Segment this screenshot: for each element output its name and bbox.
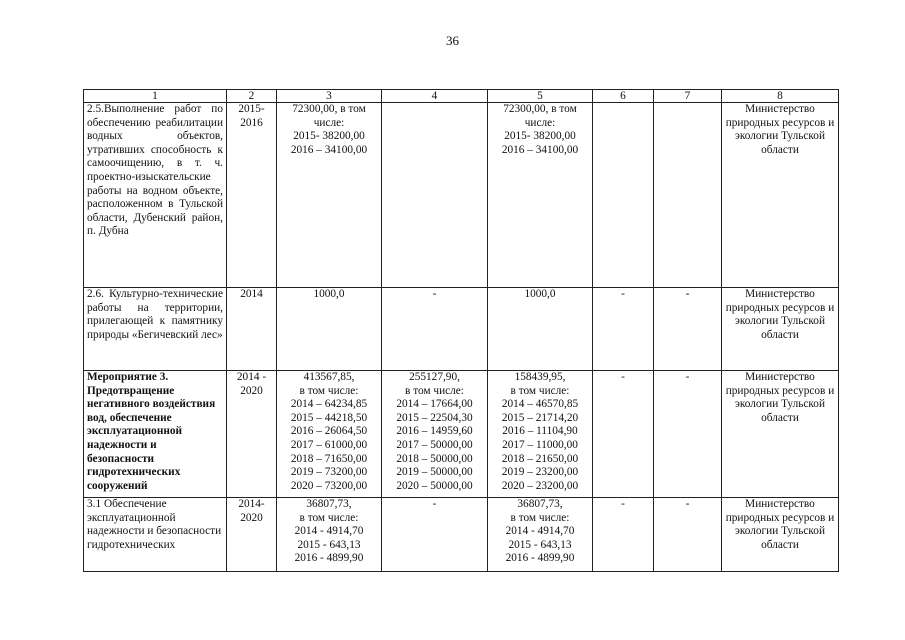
col5-funding-cell [488, 103, 593, 288]
col7-cell: - [654, 498, 722, 572]
funding-line: 255127,90, [409, 371, 460, 383]
col7-cell [654, 103, 722, 288]
table-row [84, 288, 839, 371]
funding-line: 2015- 38200,00 [504, 130, 576, 143]
funding-line: 2015 - 643,13 [297, 538, 361, 551]
funding-line: 72300,00, в том [292, 103, 366, 115]
activity-name-cell: 2.5.Выполнение работ по обеспечению реабилитации водных объектов, утративших способность к самоочищению, в т. ч. проектно-изыскательские работы на водном объекте, расположенном в Тульской области, Дубенский район, п. Дубна [84, 103, 227, 288]
funding-line: числе: [524, 116, 556, 129]
header-row [84, 90, 839, 103]
col4-funding-cell [382, 371, 488, 498]
years-line: 2014- [238, 498, 265, 510]
funding-line: 2016 - 4899,90 [294, 552, 364, 565]
years-line: 2020 [240, 511, 263, 524]
total-funding-cell [277, 498, 382, 572]
funding-line: 413567,85, [303, 371, 355, 383]
funding-line: 1000,0 [313, 288, 345, 300]
header-cell: 3 [277, 90, 382, 103]
funding-line: 2015 – 44218,50 [290, 411, 368, 424]
header-cell: 7 [654, 90, 722, 103]
page-number: 36 [446, 33, 459, 48]
funding-line: в том числе: [405, 384, 464, 397]
col5-funding-cell [488, 288, 593, 371]
years-cell [227, 371, 277, 498]
funding-line: 2019 – 23200,00 [501, 466, 579, 479]
funding-line: - [432, 288, 437, 300]
years-line: 2015- [238, 103, 265, 115]
funding-line: 2014 – 17664,00 [396, 398, 473, 411]
years-line: 2016 [240, 116, 263, 129]
funding-line: 2015 – 22504,30 [396, 411, 473, 424]
funding-line: 1000,0 [524, 288, 556, 300]
executor-cell: Министерство природных ресурсов и экологии Тульской области [722, 288, 839, 371]
executor-cell: Министерство природных ресурсов и экологии Тульской области [722, 103, 839, 288]
col4-funding-cell [382, 498, 488, 572]
col6-cell [593, 103, 654, 288]
col7-cell: - [654, 288, 722, 371]
funding-line: 2019 – 50000,00 [396, 466, 473, 479]
table-row [84, 498, 839, 572]
funding-line: 2014 – 64234,85 [290, 398, 368, 411]
funding-line: 2016 – 26064,50 [290, 425, 368, 438]
header-cell: 5 [488, 90, 593, 103]
funding-line: числе: [313, 116, 345, 129]
executor-cell: Министерство природных ресурсов и экологии Тульской области [722, 371, 839, 498]
header-cell: 2 [227, 90, 277, 103]
col6-cell: - [593, 288, 654, 371]
years-cell [227, 288, 277, 371]
col7-cell: - [654, 371, 722, 498]
funding-line: 2016 – 11104,90 [502, 425, 578, 438]
funding-line: 2016 – 14959,60 [396, 425, 473, 438]
funding-line: 2018 – 71650,00 [290, 452, 368, 465]
total-funding-cell [277, 103, 382, 288]
funding-line: 2018 – 21650,00 [501, 452, 579, 465]
col5-funding-cell [488, 498, 593, 572]
funding-line: 2017 – 50000,00 [396, 438, 473, 451]
funding-line: 2014 - 4914,70 [505, 525, 575, 538]
years-cell [227, 103, 277, 288]
activity-name-cell: 3.1 Обеспечение эксплуатационной надежности и безопасности гидротехнических [84, 498, 227, 572]
col4-funding-cell [382, 103, 488, 288]
funding-line: 2016 – 34100,00 [501, 143, 579, 156]
funding-line: в том числе: [299, 511, 359, 524]
funding-line: 2014 – 46570,85 [501, 398, 579, 411]
funding-line: 2015 - 643,13 [508, 538, 572, 551]
col5-funding-cell [488, 371, 593, 498]
years-cell [227, 498, 277, 572]
funding-line: 2015 – 21714,20 [501, 411, 579, 424]
funding-line: 2014 - 4914,70 [294, 525, 364, 538]
funding-line: в том числе: [510, 511, 570, 524]
funding-line: 2015- 38200,00 [293, 130, 365, 143]
budget-table [83, 89, 839, 572]
funding-line: 2020 – 50000,00 [396, 479, 473, 492]
funding-line: 2016 – 34100,00 [290, 143, 368, 156]
funding-line: 2020 – 23200,00 [501, 479, 579, 492]
header-cell: 4 [382, 90, 488, 103]
total-funding-cell [277, 288, 382, 371]
years-line: 2014 - [236, 371, 267, 383]
col6-cell: - [593, 371, 654, 498]
col6-cell: - [593, 498, 654, 572]
total-funding-cell [277, 371, 382, 498]
funding-line: 2017 – 11000,00 [502, 438, 578, 451]
funding-line: 2019 – 73200,00 [290, 466, 368, 479]
funding-line: 36807,73, [517, 498, 563, 510]
funding-line: 2017 – 61000,00 [290, 438, 368, 451]
funding-line: 2020 – 73200,00 [290, 479, 368, 492]
table-row [84, 371, 839, 498]
funding-line: 72300,00, в том [503, 103, 577, 115]
funding-line: 158439,95, [514, 371, 566, 383]
years-line: 2020 [240, 384, 263, 397]
col4-funding-cell [382, 288, 488, 371]
header-cell: 8 [722, 90, 839, 103]
table-row [84, 103, 839, 288]
header-cell: 1 [84, 90, 227, 103]
activity-name-cell: 2.6. Культурно-технические работы на территории, прилегающей к памятнику природы «Бегичевский лес» [84, 288, 227, 371]
header-cell: 6 [593, 90, 654, 103]
funding-line: в том числе: [510, 384, 570, 397]
funding-line: в том числе: [299, 384, 359, 397]
funding-line: 36807,73, [306, 498, 352, 510]
years-line: 2014 [240, 288, 263, 300]
funding-line: 2016 - 4899,90 [505, 552, 575, 565]
activity-name-cell: Мероприятие 3. Предотвращение негативного воздействия вод, обеспечение эксплуатационной надежности и безопасности гидротехнических сооружений [84, 371, 227, 498]
funding-line: 2018 – 50000,00 [396, 452, 473, 465]
funding-line: - [432, 498, 437, 510]
executor-cell: Министерство природных ресурсов и экологии Тульской области [722, 498, 839, 572]
